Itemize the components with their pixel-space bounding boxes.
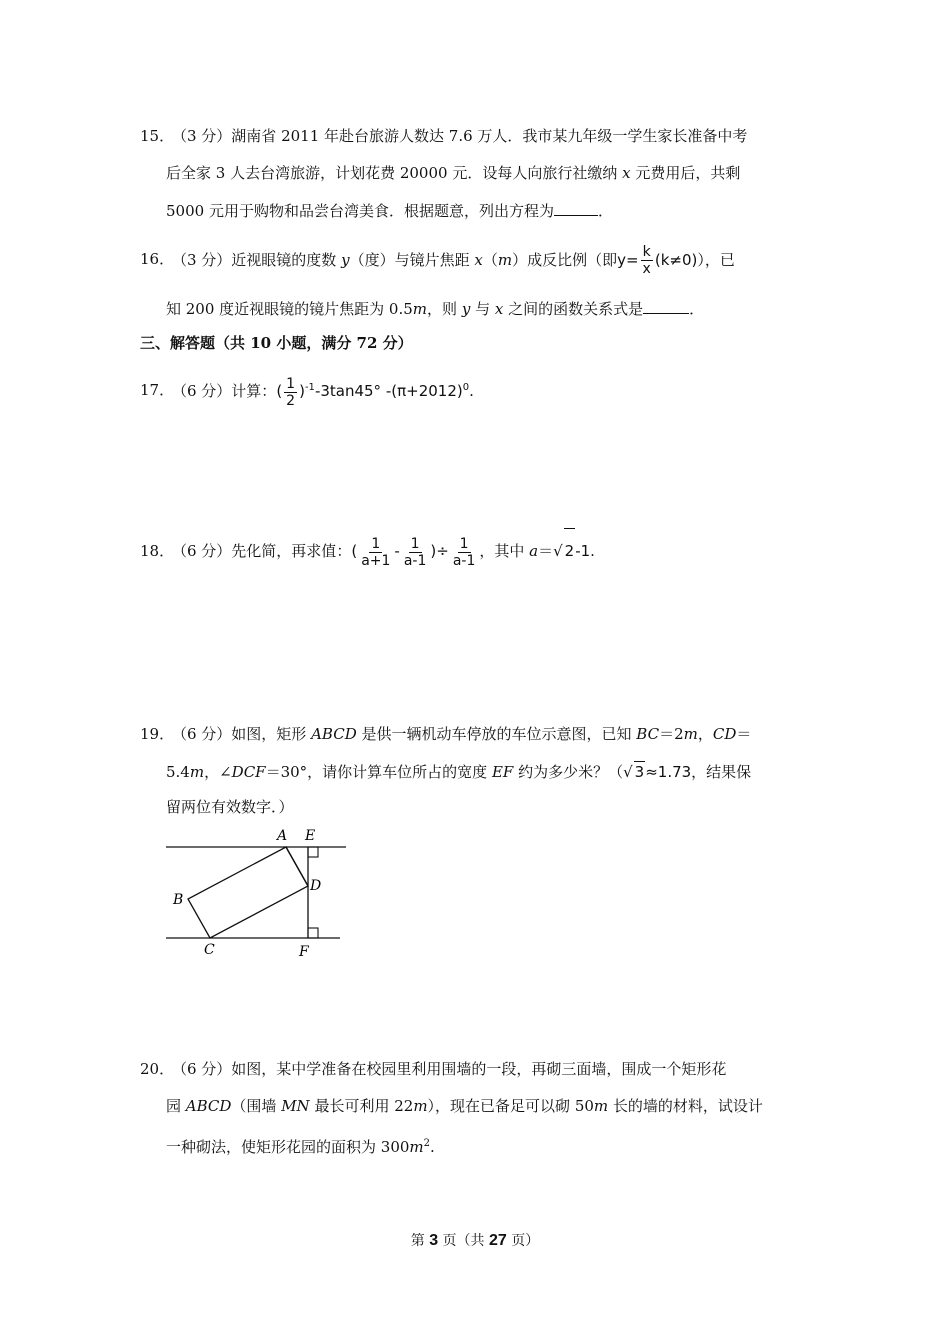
q19-line3: 留两位有效数字．）	[166, 798, 294, 816]
q16-line1: （3 分）近视眼镜的度数 y（度）与镜片焦距 x（m）成反比例（即y= $\frac{k}{x}$ (k≠0)），已	[172, 244, 735, 277]
segment-ad	[286, 847, 308, 886]
parking-space-diagram	[160, 822, 360, 962]
q20-line1: （6 分）如图，某中学准备在校园里利用围墙的一段，再砌三面墙，围成一个矩形花	[172, 1060, 727, 1078]
q20-number: 20．	[140, 1060, 175, 1078]
q15-line3: 5000 元用于购物和品尝台湾美食．根据题意，列出方程为 ．	[166, 202, 613, 220]
q15-number: 15．	[140, 127, 175, 145]
q19-number: 19．	[140, 725, 175, 743]
q19-line1: （6 分）如图，矩形 ABCD 是供一辆机动车停放的车位示意图，已知 BC＝2m，CD＝	[172, 725, 752, 743]
right-angle-f	[308, 928, 318, 938]
rectangle-abcd	[188, 847, 308, 938]
q20-line3: 一种砌法，使矩形花园的面积为 $300m^2$.	[166, 1138, 435, 1156]
total-pages: 27	[489, 1232, 507, 1249]
q18-expression: （6 分）先化简，再求值：( $\frac{1}{a+1}$ - $\frac{1}{a-1}$ )÷ $\frac{1}{a-1}$ ，其中 a＝√ 2-1.	[172, 528, 595, 573]
label-e: E	[305, 828, 316, 844]
q16-line2: 知 200 度近视眼镜的镜片焦距为 0.5m，则 y 与 x 之间的函数关系式是 ．	[166, 300, 705, 318]
label-f: F	[299, 944, 309, 960]
page-footer: 第 3 页（共 27 页）	[410, 1232, 540, 1249]
right-angle-e	[308, 847, 318, 857]
label-b: B	[173, 892, 184, 908]
q17-expression: （6 分）计算：( $\frac{1}{2}$ )$^{-1}$-3tan45° $-(\pi+2012)^0$.	[172, 375, 474, 409]
answer-blank	[643, 299, 689, 314]
q15-line1: （3 分）湖南省 2011 年赴台旅游人数达 7.6 万人．我市某九年级一学生家长准备中考	[172, 127, 748, 145]
q20-line2: 园 ABCD（围墙 MN 最长可利用 22m），现在已备足可以砌 50m 长的墙的材料，试设计	[166, 1097, 763, 1115]
q18-number: 18．	[140, 542, 175, 560]
formula-inverse-proportion: y= $\frac{k}{x}$ (k≠0)	[617, 244, 698, 277]
q16-number: 16．	[140, 250, 175, 268]
label-a: A	[277, 828, 288, 844]
label-c: C	[204, 942, 215, 958]
answer-blank	[554, 201, 598, 216]
section-3-title: 三、解答题（共 10 小题，满分 72 分）	[140, 334, 413, 352]
label-d: D	[310, 878, 322, 894]
q15-line2: 后全家 3 人去台湾旅游，计划花费 20000 元．设每人向旅行社缴纳 x 元费用后，共剩	[166, 164, 741, 182]
q17-number: 17．	[140, 381, 175, 399]
page-number: 3	[429, 1232, 439, 1249]
q19-line2: 5.4m，∠DCF＝30°，请你计算车位所占的宽度 EF 约为多少米？（√ 3≈1.73，结果保	[166, 763, 752, 781]
